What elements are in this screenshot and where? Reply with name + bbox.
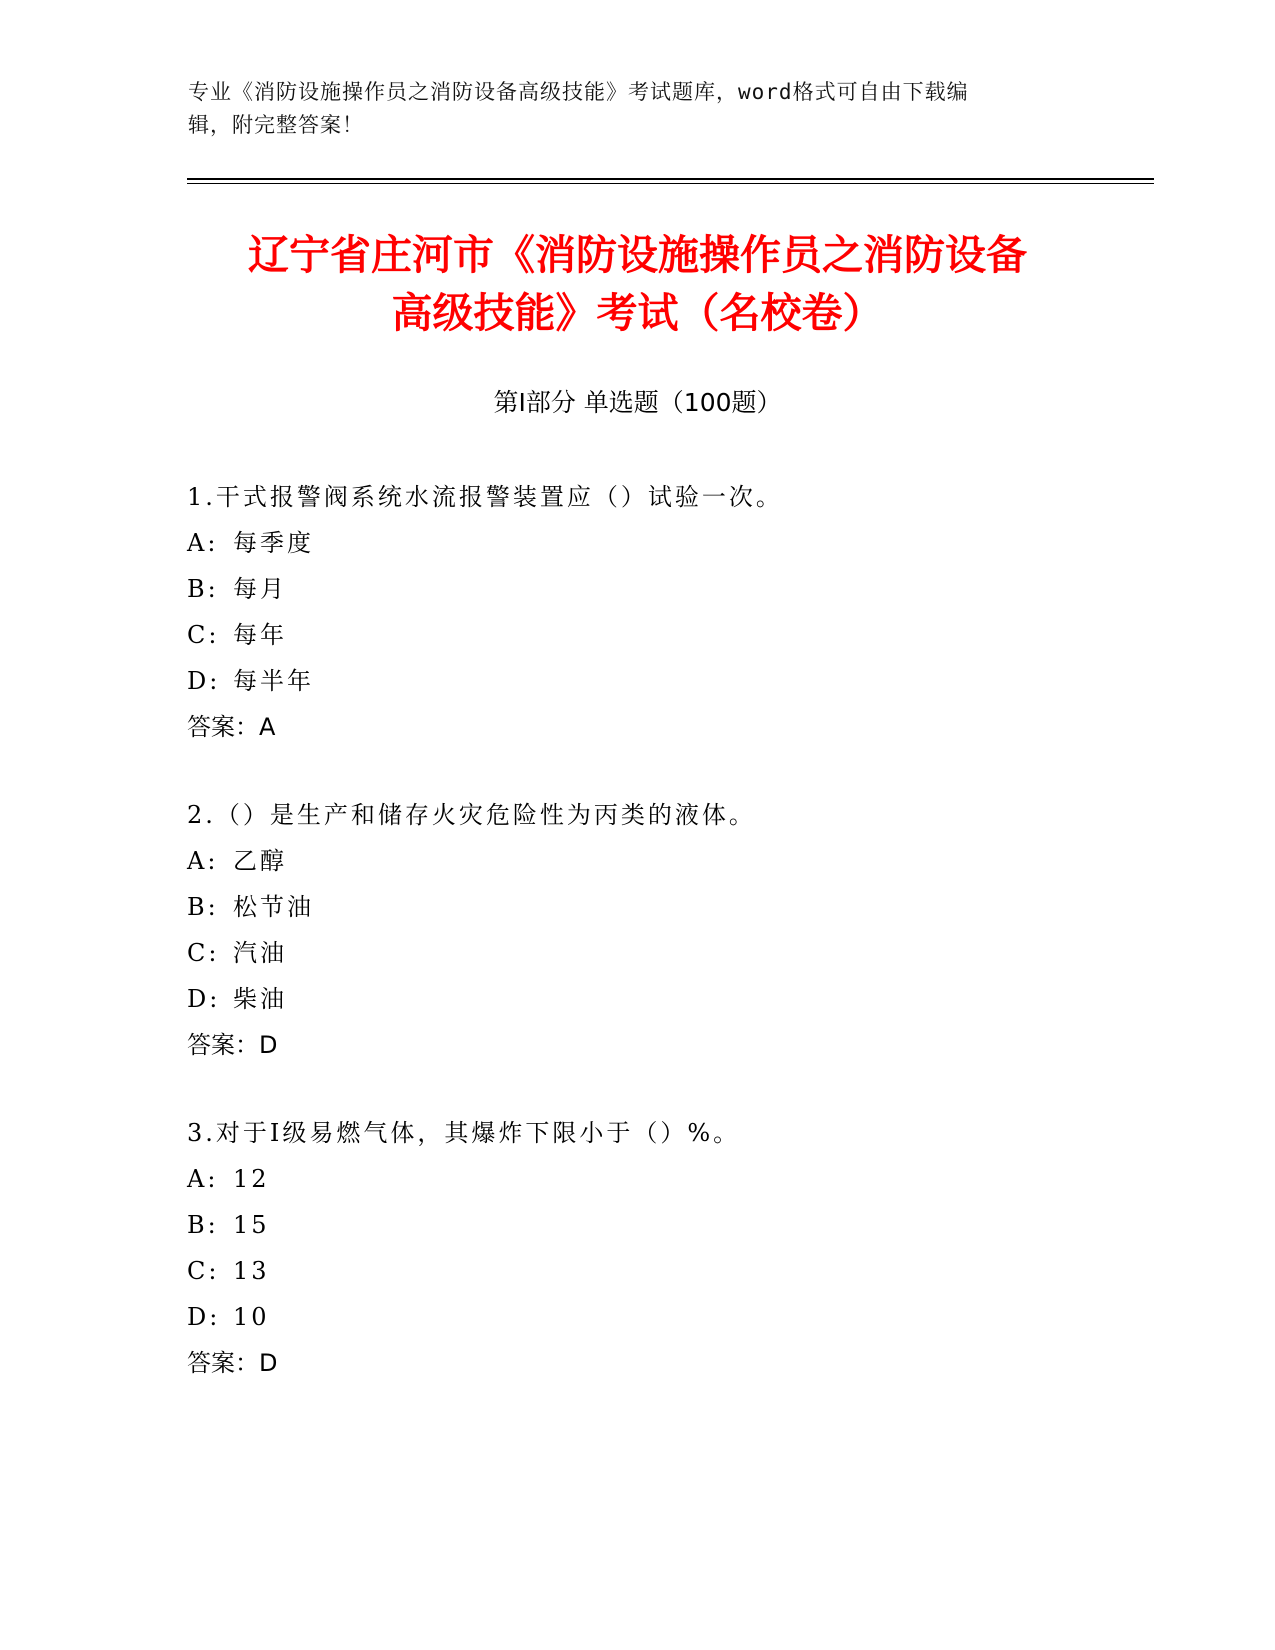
option-text: 柴油	[233, 985, 287, 1013]
question-3	[187, 1110, 1137, 1386]
header-note-line-2: 辑，附完整答案！	[188, 113, 364, 137]
question-1	[187, 474, 1137, 750]
option-text: 13	[233, 1257, 270, 1285]
question-stem: 3.对于Ⅰ级易燃气体，其爆炸下限小于（）%。	[187, 1119, 741, 1147]
option-c	[187, 930, 1137, 976]
option-key: C:	[187, 1257, 220, 1285]
option-a	[187, 1156, 1137, 1202]
question-stem: 2.（）是生产和储存火灾危险性为丙类的液体。	[187, 801, 756, 829]
section-title: 第Ⅰ部分 单选题（100题）	[493, 388, 782, 417]
option-key: A:	[187, 1165, 219, 1193]
option-text: 每月	[233, 575, 287, 603]
question-stem: 1.干式报警阀系统水流报警装置应（）试验一次。	[187, 483, 783, 511]
option-key: D:	[187, 1303, 221, 1331]
option-text: 乙醇	[233, 847, 287, 875]
option-key: C:	[187, 621, 220, 649]
document-title-line-2: 高级技能》考试（名校卷）	[391, 289, 884, 337]
header-divider-thick	[187, 178, 1154, 180]
header-divider-thin	[187, 183, 1154, 184]
answer-value: D	[259, 1031, 278, 1059]
option-key: B:	[187, 893, 219, 921]
answer-label: 答案：	[187, 1031, 259, 1059]
option-b	[187, 1202, 1137, 1248]
option-text: 每年	[233, 621, 287, 649]
option-a	[187, 838, 1137, 884]
answer-line	[187, 1022, 1137, 1068]
header-note	[188, 76, 1088, 142]
option-key: A:	[187, 529, 219, 557]
option-key: C:	[187, 939, 220, 967]
option-text: 10	[233, 1303, 270, 1331]
document-title-line-1: 辽宁省庄河市《消防设施操作员之消防设备	[248, 231, 1027, 279]
option-a	[187, 520, 1137, 566]
answer-label: 答案：	[187, 713, 259, 741]
option-b	[187, 884, 1137, 930]
option-key: D:	[187, 985, 221, 1013]
option-text: 汽油	[233, 939, 287, 967]
option-key: B:	[187, 1211, 219, 1239]
answer-line	[187, 704, 1137, 750]
document-title	[130, 226, 1145, 342]
option-key: D:	[187, 667, 221, 695]
option-text: 每半年	[233, 667, 314, 695]
option-d	[187, 658, 1137, 704]
option-d	[187, 976, 1137, 1022]
option-text: 12	[233, 1165, 270, 1193]
option-c	[187, 1248, 1137, 1294]
header-note-line-1: 专业《消防设施操作员之消防设备高级技能》考试题库，word格式可自由下载编	[188, 80, 969, 104]
answer-value: D	[259, 1349, 278, 1377]
answer-line	[187, 1340, 1137, 1386]
option-text: 15	[233, 1211, 270, 1239]
option-key: A:	[187, 847, 219, 875]
option-text: 每季度	[233, 529, 314, 557]
option-b	[187, 566, 1137, 612]
question-2	[187, 792, 1137, 1068]
option-key: B:	[187, 575, 219, 603]
option-d	[187, 1294, 1137, 1340]
option-text: 松节油	[233, 893, 314, 921]
answer-label: 答案：	[187, 1349, 259, 1377]
option-c	[187, 612, 1137, 658]
answer-value: A	[259, 713, 276, 741]
